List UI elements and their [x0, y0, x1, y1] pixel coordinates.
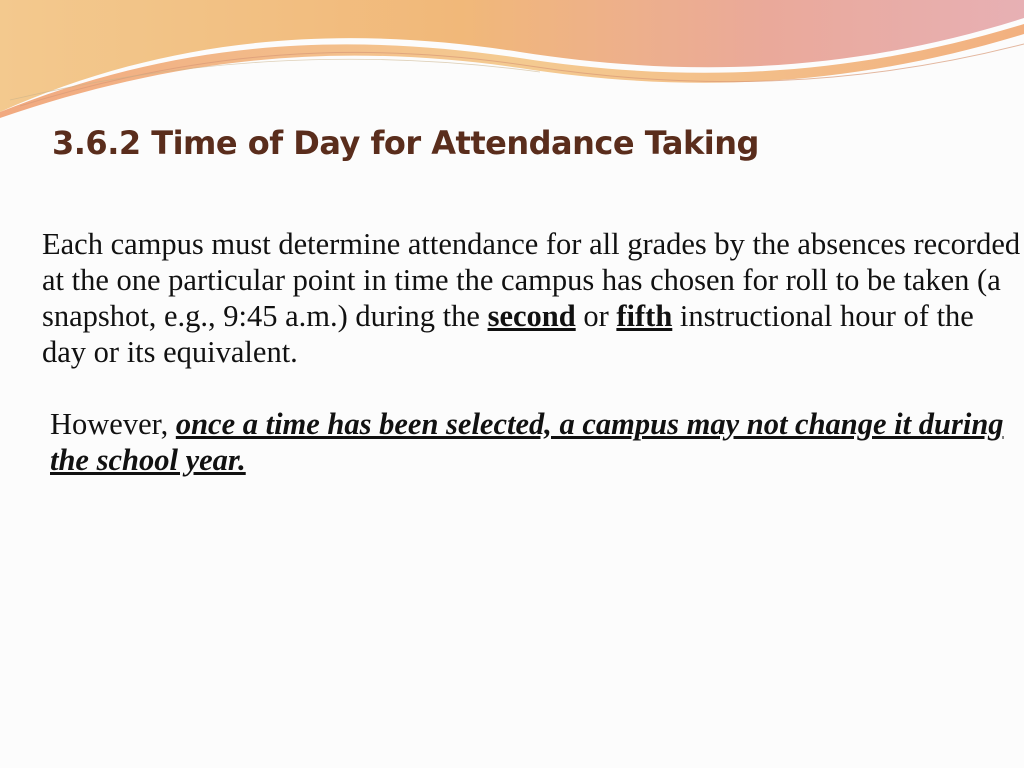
decorative-swoosh-banner — [0, 0, 1024, 120]
emphasis-second: second — [487, 299, 576, 333]
slide-title: 3.6.2 Time of Day for Attendance Taking — [52, 124, 759, 162]
emphasis-fifth: fifth — [616, 299, 673, 333]
emphasis-no-change: once a time has been selected, a campus may not change it during the school year. — [50, 407, 1004, 477]
paragraph2-text-before: However, — [50, 407, 176, 441]
slide-body — [42, 226, 1022, 478]
paragraph-no-change-rule — [42, 406, 1022, 478]
paragraph1-text-middle: or — [575, 299, 617, 333]
paragraph1-text-after: instructional hour of the day or its equivalent. — [42, 299, 974, 369]
paragraph1-text-before: Each campus must determine attendance for all grades by the absences recorded at the one particular point in time the campus has chosen for roll to be taken (a snapshot, e.g., 9:45 a.m.) during the — [42, 227, 1021, 333]
paragraph-attendance-rule — [42, 226, 1022, 370]
